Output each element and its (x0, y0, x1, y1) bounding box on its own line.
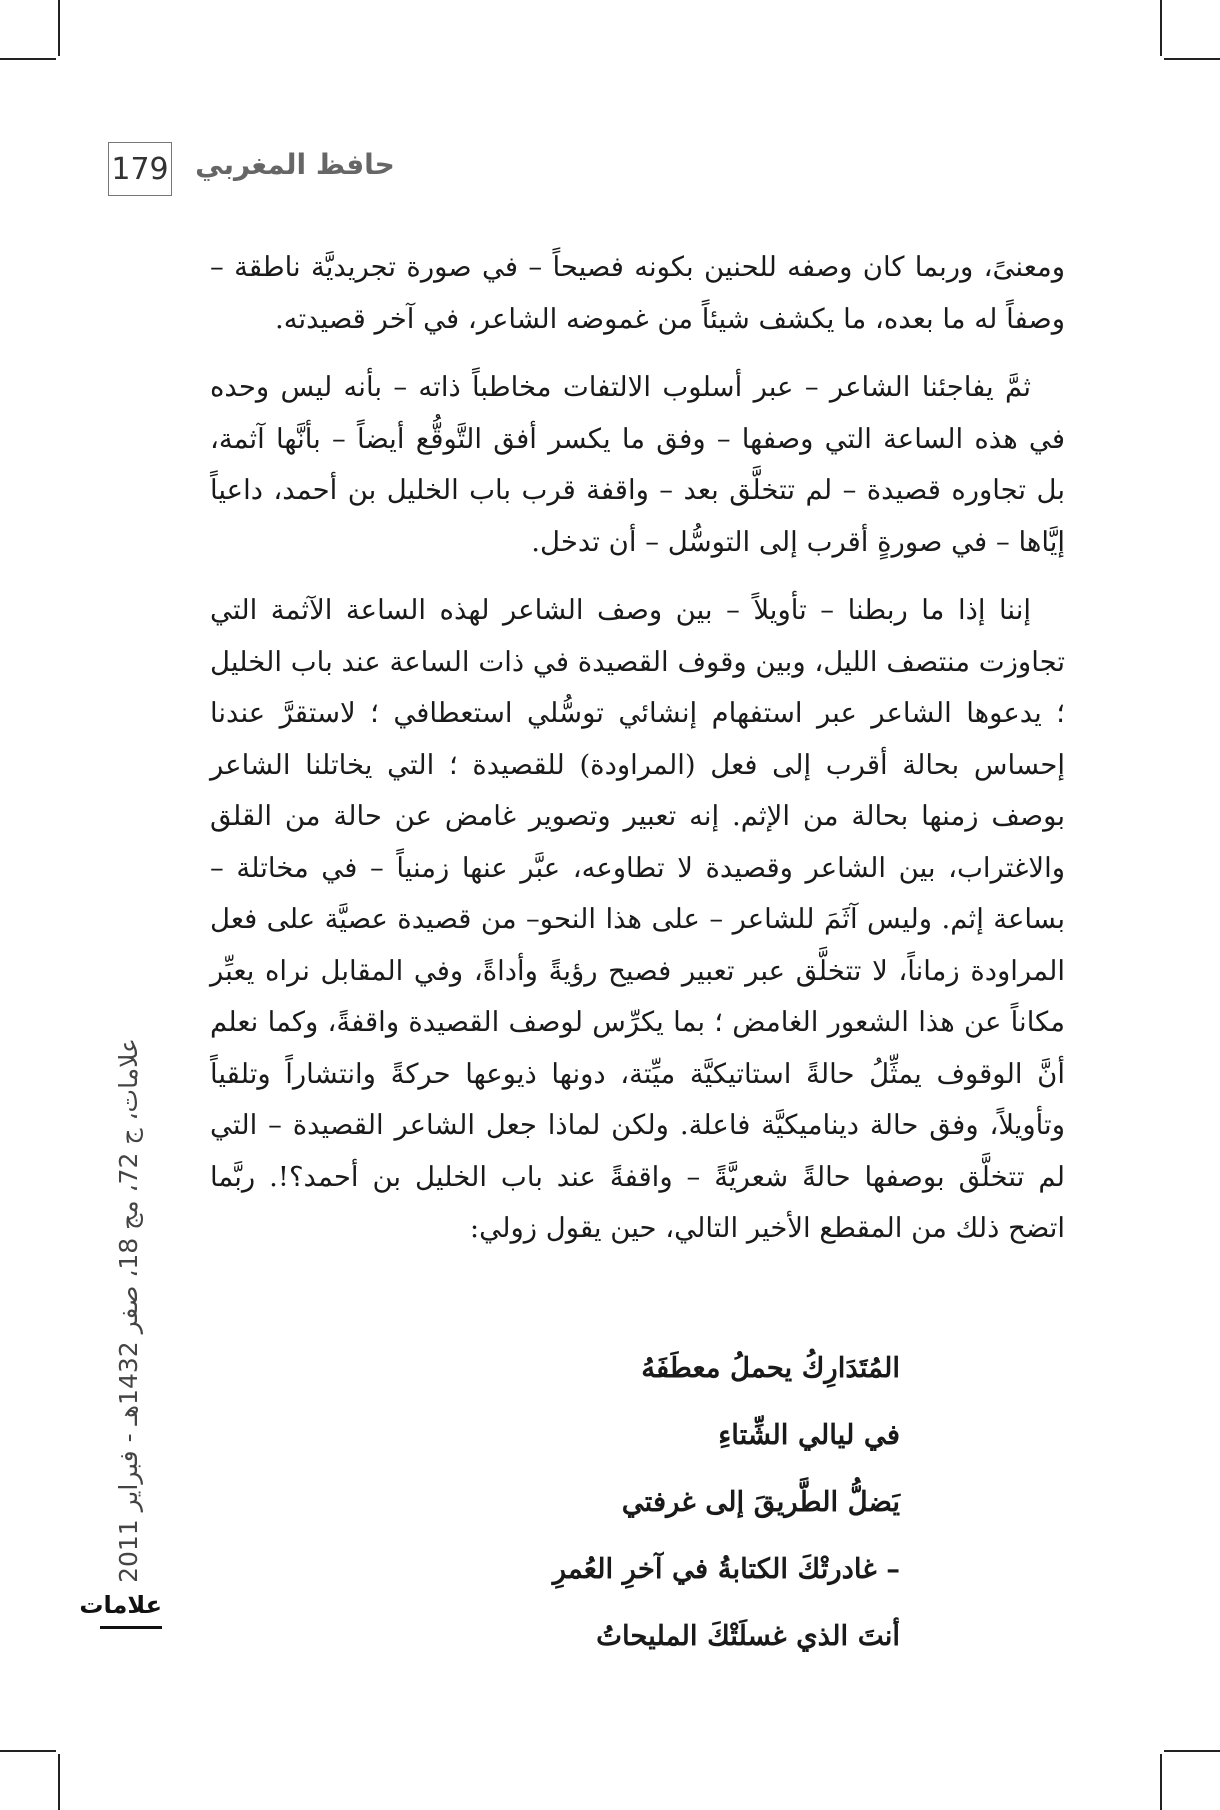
journal-logo: علامات (100, 1590, 162, 1629)
crop-mark (1164, 1750, 1220, 1752)
poem-line: – غادرتْكَ الكتابةُ في آخرِ العُمرِ (552, 1553, 900, 1585)
poem-line: أنتَ الذي غسلَتْكَ المليحاتُ (596, 1620, 900, 1652)
crop-mark (0, 58, 56, 60)
crop-mark (58, 1754, 60, 1810)
crop-mark (1160, 0, 1162, 56)
poem-excerpt (480, 1335, 900, 1670)
paragraph: ومعنىً، وربما كان وصفه للحنين بكونه فصيحاً – في صورة تجريديَّة ناطقة – وصفاً له ما بعده، ما يكشف شيئاً من غموضه الشاعر، في آخر قصيدته. (210, 251, 1065, 335)
crop-mark (58, 0, 60, 56)
crop-mark (0, 1750, 56, 1752)
paragraph: ثمَّ يفاجئنا الشاعر – عبر أسلوب الالتفات مخاطباً ذاته – بأنه ليس وحده في هذه الساعة التي وصفها – وفق ما يكسر أفق التَّوقُّع أيضاً – بأنَّها آثمة، بل تجاوره قصيدة – لم تتخلَّق بعد – واقفة قرب باب الخليل بن أحمد، داعياً إيَّاها – في صورةٍ أقرب إلى التوسُّل – أن تدخل. (210, 371, 1065, 558)
running-head: حافظ المغربي (195, 148, 395, 181)
journal-citation (108, 1037, 148, 1583)
poem-line: المُتَدَارِكُ يحملُ معطَفَهُ (641, 1352, 900, 1384)
page-number: 179 (108, 142, 172, 196)
poem-line: يَضلُّ الطَّريقَ إلى غرفتي (621, 1486, 900, 1518)
poem-line: في ليالي الشِّتاءِ (718, 1419, 900, 1451)
crop-mark (1160, 1754, 1162, 1810)
body-text (210, 242, 1065, 1272)
paragraph: إننا إذا ما ربطنا – تأويلاً – بين وصف الشاعر لهذه الساعة الآثمة التي تجاوزت منتصف الليل، وبين وقوف القصيدة في ذات الساعة عند باب الخليل ؛ يدعوها الشاعر عبر استفهام إنشائي توسُّلي استعطافي ؛ لاستقرَّ عندنا إحساس بحالة أقرب إلى فعل (المراودة) للقصيدة ؛ التي يخاتلنا الشاعر بوصف زمنها بحالة من الإثم. إنه تعبير وتصوير غامض عن حالة من القلق والاغتراب، بين الشاعر وقصيدة لا تطاوعه، عبَّر عنها زمنياً – في مخاتلة – بساعة إثم. وليس آثَمَ للشاعر – على هذا النحو– من قصيدة عصيَّة على فعل المراودة زماناً، لا تتخلَّق عبر تعبير فصيح رؤيةً وأداةً، وفي المقابل نراه يعبِّر مكاناً عن هذا الشعور الغامض ؛ بما يكرِّس لوصف القصيدة واقفةً، وكما نعلم أنَّ الوقوف يمثِّلُ حالةً استاتيكيَّة ميِّتة، دونها ذيوعها حركةً وانتشاراً وتلقياً وتأويلاً، وفق حالة ديناميكيَّة فاعلة. ولكن لماذا جعل الشاعر القصيدة – التي لم تتخلَّق بوصفها حالةً شعريَّةً – واقفةً عند باب الخليل بن أحمد؟!. ربَّما اتضح ذلك من المقطع الأخير التالي، حين يقول زولي: (210, 594, 1065, 1244)
journal-citation-text: علامات، ج 72، مج 18، صفر 1432هـ - فبراير 2011 (113, 1037, 143, 1583)
crop-mark (1164, 58, 1220, 60)
